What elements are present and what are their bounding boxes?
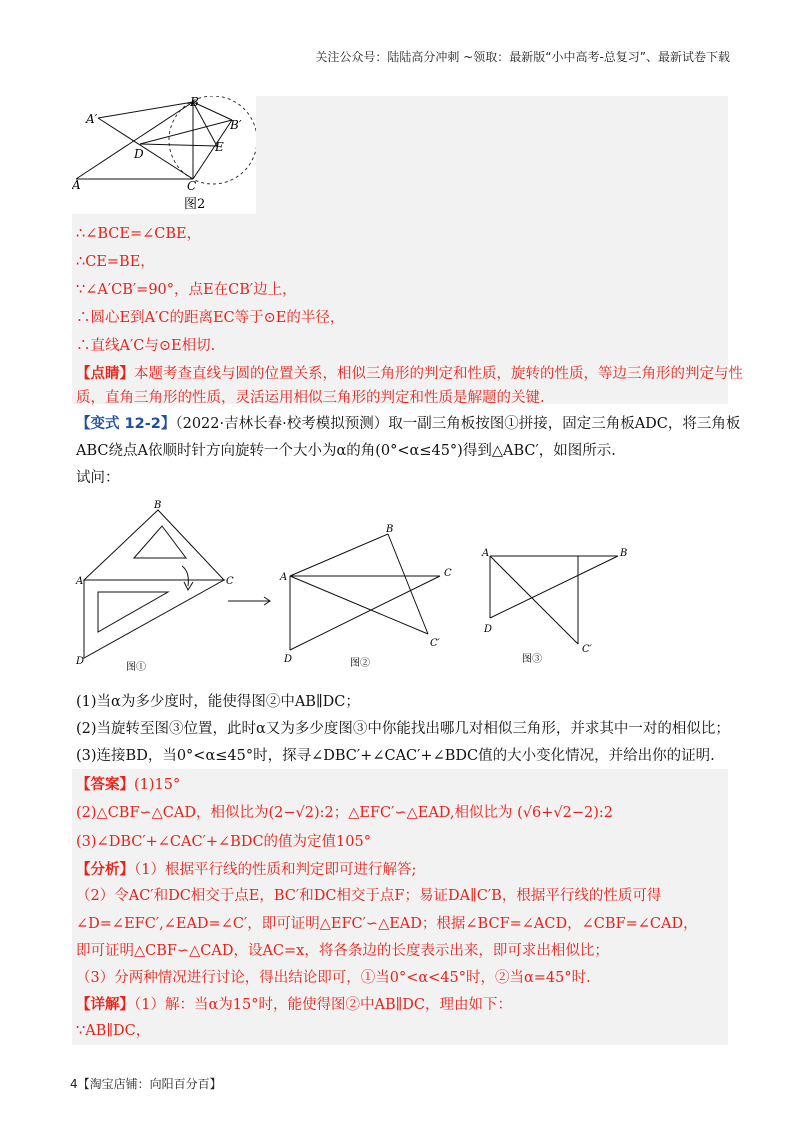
fig2b-label-d: D	[284, 654, 293, 665]
fig2-label-b: B	[190, 96, 199, 109]
question-1: (1)当α为多少度时，能使得图②中AB∥DC；	[76, 694, 360, 710]
tip-text-1: 本题考查直线与圆的位置关系，相似三角形的判定和性质，旋转的性质，等边三角形的判定与性	[134, 366, 743, 382]
answer-tag: 【答案】	[76, 777, 134, 793]
fig2-label-d: D	[134, 147, 144, 161]
problem-line-1	[76, 412, 740, 433]
question-2: (2)当旋转至图③位置，此时α又为多少度图③中你能找出哪几对相似三角形，并求其中一对的相似比；	[76, 721, 730, 737]
fig1-caption: 图①	[126, 662, 146, 673]
fig1-label-b: B	[154, 500, 162, 511]
fig2-label-e: E	[215, 140, 224, 154]
page-header: 关注公众号：陆陆高分冲刺 ~领取：最新版“小中高考-总复习”、最新试卷下载	[315, 50, 730, 64]
fig3-label-b: B	[620, 548, 628, 559]
fig3-label-d: D	[484, 624, 493, 635]
analysis-5: （3）分两种情况进行讨论，得出结论即可，①当0°<α<45°时，②当α=45°时.	[76, 970, 591, 986]
analysis-3: ∠D=∠EFC′,∠EAD=∠C′，即可证明△EFC′∽△EAD；根据∠BCF=∠ACD，∠CBF=∠CAD，	[76, 916, 698, 932]
problem-text-1: （2022·吉林长春·校考模拟预测）取一副三角板按图①拼接，固定三角板ADC，将三角板	[175, 416, 741, 432]
answer-3: (3)∠DBC′+∠CAC′+∠BDC的值为定值105°	[76, 834, 371, 850]
problem-line-2: ABC绕点A依顺时针方向旋转一个大小为α的角(0°<α≤45°)得到△ABC′，如图所示.	[76, 443, 616, 459]
analysis-1: （1）根据平行线的性质和判定即可进行解答;	[134, 862, 417, 878]
analysis-4: 即可证明△CBF∽△CAD，设AC=x，将各条边的长度表示出来，即可求出相似比；	[76, 943, 609, 959]
fig2b-label-c: C	[444, 568, 452, 579]
tip-line-1	[76, 362, 743, 383]
fig1-label-d: D	[76, 656, 85, 667]
answer-2: (2)△CBF∽△CAD，相似比为(2−√2):2；△EFC′∽△EAD,相似比为 (√6+√2−2):2	[76, 805, 614, 821]
analysis-tag: 【分析】	[76, 862, 134, 878]
fig3-caption: 图③	[522, 654, 542, 665]
tip-tag: 【点睛】	[76, 366, 134, 382]
fig2-label-a-prime: A′	[86, 112, 98, 126]
question-3: (3)连接BD，当0°<α≤45°时，探寻∠DBC′+∠CAC′+∠BDC值的大小变化情况，并给出你的证明.	[76, 748, 715, 764]
fig2-label-a: A	[72, 178, 81, 192]
fig1-label-c: C	[226, 576, 234, 587]
problem-line-3: 试问：	[76, 470, 120, 486]
proof-line-5: ∴直线A′C与⊙E相切.	[76, 338, 216, 354]
fig2-caption: 图2	[184, 197, 206, 212]
proof-line-1: ∴∠BCE=∠CBE，	[76, 226, 202, 242]
fig2b-label-c-prime: C′	[430, 638, 440, 649]
answer-line-1	[76, 773, 180, 794]
proof-line-3: ∵∠A′CB′=90°，点E在CB′边上，	[76, 282, 297, 298]
detail-1: （1）解：当α为15°时，能使得图②中AB∥DC，理由如下：	[134, 997, 513, 1013]
problem-tag: 【变式 12-2】	[76, 416, 176, 432]
fig3-label-a: A	[482, 548, 490, 559]
detail-line-1	[76, 993, 512, 1014]
proof-line-2: ∴CE=BE，	[76, 254, 155, 270]
answer-1: (1)15°	[134, 777, 181, 793]
page-footer: 4【淘宝店铺：向阳百分百】	[70, 1077, 222, 1091]
analysis-line-1	[76, 858, 416, 879]
fig3-label-c-prime: C′	[582, 644, 592, 655]
fig2b-label-a: A	[280, 572, 288, 583]
fig2b-label-b: B	[386, 524, 394, 535]
fig2-label-b-prime: B′	[230, 118, 242, 132]
tip-line-2: 质，直角三角形的性质，灵活运用相似三角形的判定和性质是解题的关键.	[76, 390, 545, 406]
analysis-2: （2）令AC′和DC相交于点E，BC′和DC相交于点F；易证DA∥C′B，根据平行线的性质可得	[76, 888, 662, 904]
figure-2-circle-diagram	[72, 96, 256, 214]
fig2-label-c: C	[187, 179, 197, 193]
fig2b-caption: 图②	[350, 658, 370, 669]
detail-2: ∵AB∥DC，	[76, 1023, 151, 1039]
detail-tag: 【详解】	[76, 997, 134, 1013]
fig1-label-a: A	[76, 576, 84, 587]
rotation-figures	[72, 498, 672, 674]
proof-line-4: ∴圆心E到A′C的距离EC等于⊙E的半径，	[76, 310, 345, 326]
